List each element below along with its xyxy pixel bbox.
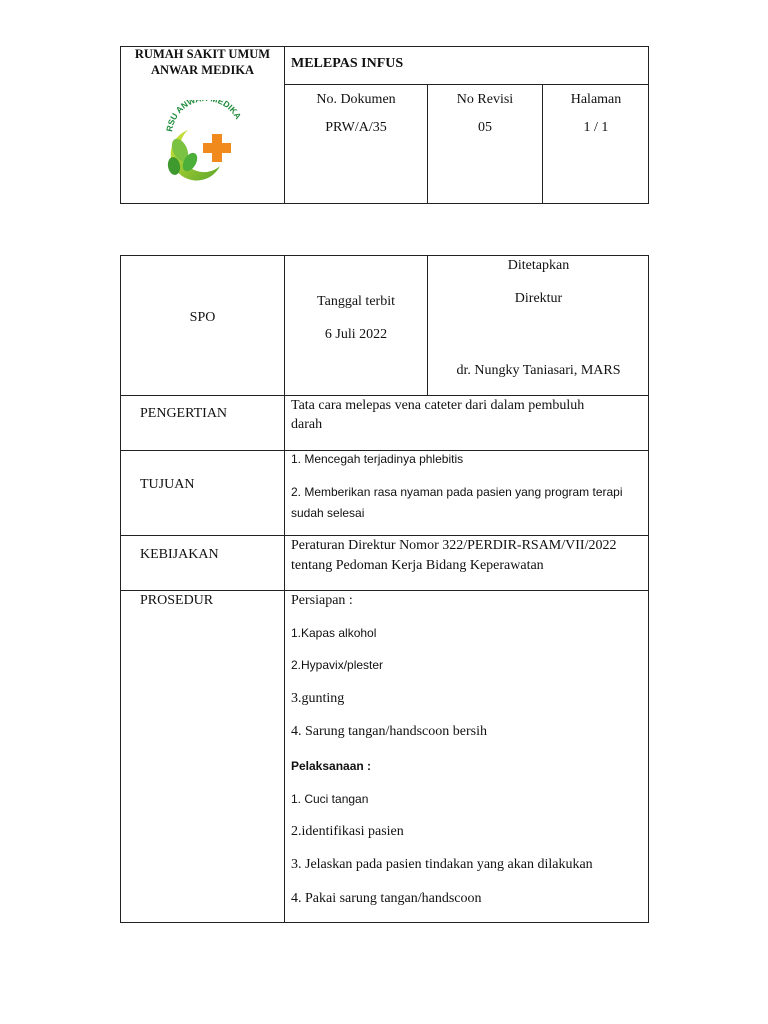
halaman-label: Halaman [570, 92, 622, 107]
pengertian-line1: Tata cara melepas vena cateter dari dalam pembuluh [291, 398, 585, 413]
row-divider-2 [120, 450, 649, 451]
tanggal-terbit-label: Tanggal terbit [317, 294, 395, 309]
persiapan-item-3: 3.gunting [291, 691, 345, 706]
persiapan-heading: Persiapan : [291, 593, 353, 608]
no-revisi-label: No Revisi [456, 92, 514, 107]
tujuan-label: TUJUAN [140, 477, 195, 492]
no-dokumen-value: PRW/A/35 [325, 120, 387, 135]
hospital-name-line1: RUMAH SAKIT UMUM [134, 47, 271, 61]
pelaksanaan-item-4: 4. Pakai sarung tangan/handscoon [291, 891, 482, 906]
row-divider-4 [120, 590, 649, 591]
header-divider-h [284, 84, 649, 85]
pelaksanaan-item-3: 3. Jelaskan pada pasien tindakan yang akan dilakukan [291, 857, 593, 872]
kebijakan-line1: Peraturan Direktur Nomor 322/PERDIR-RSAM/VII/2022 [291, 538, 617, 553]
no-dokumen-label: No. Dokumen [316, 92, 396, 107]
persiapan-item-2: 2.Hypavix/plester [291, 658, 384, 672]
tujuan-item-1: 1. Mencegah terjadinya phlebitis [291, 452, 464, 466]
row-divider-1 [120, 395, 649, 396]
persiapan-item-1: 1.Kapas alkohol [291, 626, 377, 640]
kebijakan-line2: tentang Pedoman Kerja Bidang Keperawatan [291, 558, 544, 573]
tanggal-terbit-value: 6 Juli 2022 [324, 327, 388, 342]
logo-text: RSU ANW EDIKA [164, 100, 244, 133]
direktur-name: dr. Nungky Taniasari, MARS [456, 363, 621, 378]
spo-label: SPO [189, 310, 216, 325]
hospital-name-line2: ANWAR MEDIKA [150, 63, 255, 77]
main-table [120, 255, 649, 923]
pelaksanaan-item-1: 1. Cuci tangan [291, 792, 369, 806]
direktur-label: Direktur [514, 291, 563, 306]
hospital-logo [158, 100, 248, 184]
prosedur-label: PROSEDUR [140, 593, 214, 608]
tujuan-item-2-line2: sudah selesai [291, 506, 365, 520]
halaman-value: 1 / 1 [583, 120, 609, 135]
persiapan-item-4: 4. Sarung tangan/handscoon bersih [291, 724, 487, 739]
pelaksanaan-heading: Pelaksanaan : [291, 759, 372, 773]
pelaksanaan-item-2: 2.identifikasi pasien [291, 824, 404, 839]
svg-text:RSU ANWAR MEDIKA [164, 100, 243, 132]
kebijakan-label: KEBIJAKAN [140, 547, 219, 562]
tujuan-item-2-line1: 2. Memberikan rasa nyaman pada pasien yang program terapi [291, 485, 623, 499]
row-divider-3 [120, 535, 649, 536]
no-revisi-value: 05 [478, 120, 492, 135]
doc-title: MELEPAS INFUS [291, 56, 404, 71]
pengertian-label: PENGERTIAN [140, 406, 228, 421]
ditetapkan-label: Ditetapkan [507, 258, 570, 273]
main-divider-v1 [284, 255, 285, 923]
pengertian-line2: darah [291, 417, 323, 432]
